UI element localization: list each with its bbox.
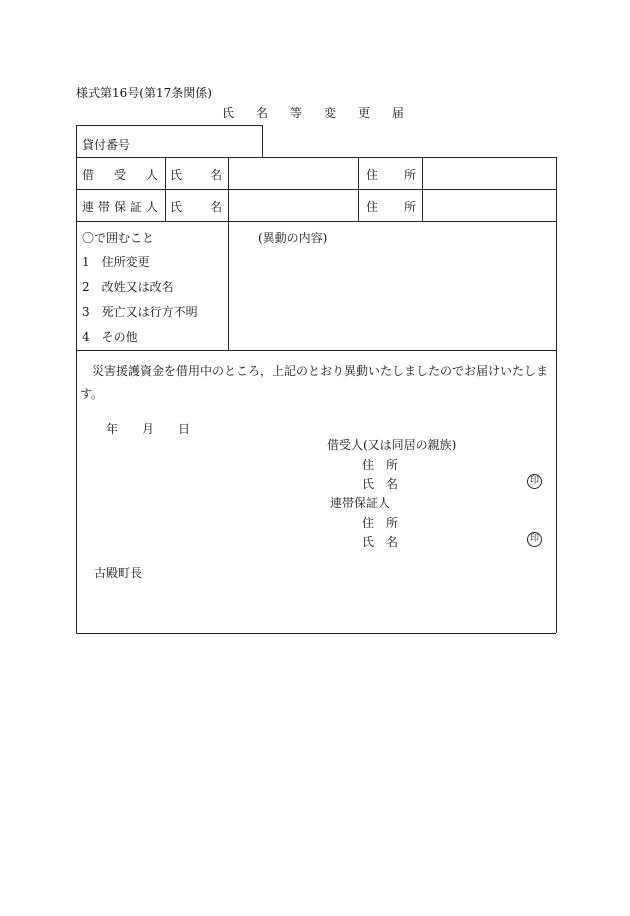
- table-row-border: [76, 350, 556, 351]
- change-details-label: (異動の内容): [258, 231, 328, 245]
- table-column-border: [165, 157, 166, 221]
- table-row-border: [76, 157, 556, 158]
- option-item: 3 死亡又は行方不明: [82, 305, 198, 319]
- form-left-border: [76, 125, 77, 633]
- option-item: 4 その他: [82, 330, 138, 344]
- addressee: 古殿町長: [94, 566, 143, 580]
- table-column-border: [422, 157, 423, 221]
- table-column-border: [358, 157, 359, 221]
- guarantor-address-label: 住 所: [366, 200, 416, 214]
- document-title: 氏 名 等 変 更 届: [222, 106, 404, 120]
- statement-text: 災害援護資金を借用中のところ，上記のとおり異動いたしましたのでお届けいたします。: [80, 364, 549, 401]
- table-row-border: [76, 221, 556, 222]
- guarantor-signature-address: 住 所: [362, 516, 398, 530]
- table-column-border: [228, 157, 229, 350]
- borrower-signature-heading: 借受人(又は同居の親族): [327, 438, 457, 452]
- options-instruction: 〇で囲むこと: [82, 231, 155, 245]
- loan-box-right-border: [262, 125, 263, 157]
- borrower-label: 借 受 人: [82, 168, 158, 182]
- form-bottom-border: [76, 633, 556, 634]
- loan-number-label: 貸付番号: [82, 138, 131, 152]
- guarantor-signature-name: 氏 名: [362, 535, 398, 549]
- date-year-label: 年: [106, 422, 119, 436]
- date-day-label: 日: [178, 422, 191, 436]
- option-item: 1 住所変更: [82, 255, 150, 269]
- table-row-border: [76, 189, 556, 190]
- borrower-address-label: 住 所: [366, 168, 416, 182]
- loan-box-top-border: [76, 125, 262, 126]
- borrower-signature-address: 住 所: [362, 458, 398, 472]
- guarantor-signature-heading: 連帯保証人: [330, 496, 391, 510]
- guarantor-seal-icon: 印: [527, 532, 542, 547]
- date-month-label: 月: [142, 422, 155, 436]
- form-number-label: 様式第16号(第17条関係): [76, 86, 212, 100]
- borrower-seal-icon: 印: [527, 474, 542, 489]
- borrower-name-label: 氏 名: [170, 168, 222, 182]
- guarantor-name-label: 氏 名: [170, 200, 222, 214]
- guarantor-label: 連 帯 保 証 人: [82, 200, 158, 214]
- option-item: 2 改姓又は改名: [82, 280, 174, 294]
- borrower-signature-name: 氏 名: [362, 477, 398, 491]
- form-right-border: [556, 157, 557, 633]
